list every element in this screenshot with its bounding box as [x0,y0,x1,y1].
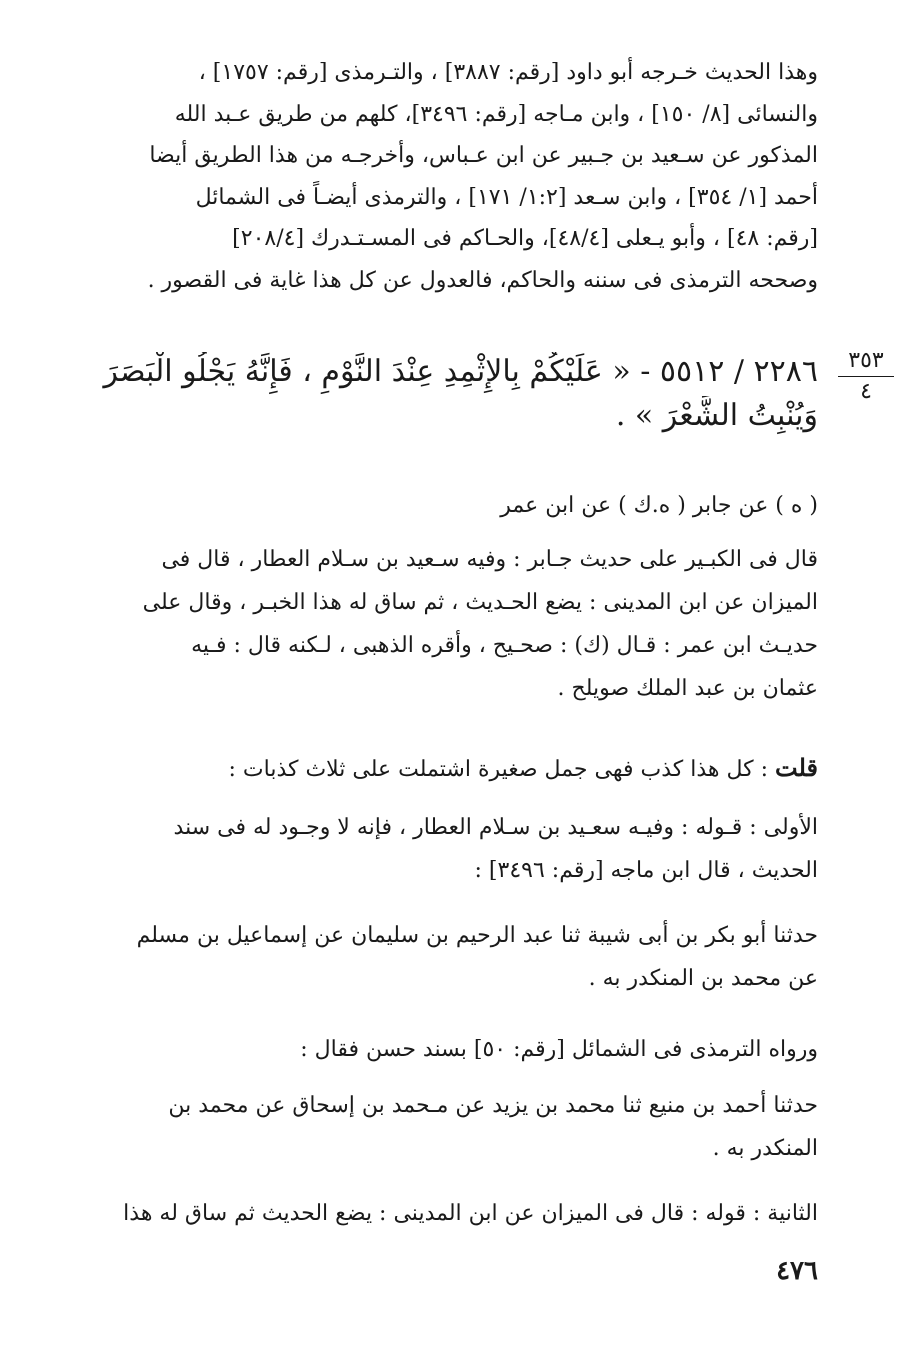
margin-number-bottom: ٤ [860,379,872,404]
page-number: ٤٧٦ [776,1256,818,1286]
text-line: حدثنا أحمد بن منيع ثنا محمد بن يزيد عن مـحمد بن إسحاق عن محمد بن [168,1093,818,1118]
text-line: المذكور عن سـعيد بن جـبير عن ابن عـباس، وأخرجـه من هذا الطريق أيضا [149,143,818,168]
margin-number-top: ٣٥٣ [838,348,894,377]
text-line: وهذا الحديث خـرجه أبو داود [رقم: ٣٨٨٧] ، والتـرمذى [رقم: ١٧٥٧] ، [198,60,818,85]
margin-cross-reference [838,348,894,405]
hadith-line: وَيُنْبِتُ الشَّعْرَ » . [615,398,818,433]
text-line: حديـث ابن عمر : قـال (ك) : صحـيح ، وأقره الذهبى ، لـكنه قال : فـيه [191,633,818,658]
intro-paragraph [100,52,818,301]
tirmidhi-chain [100,1084,818,1170]
sources-line: ( ه ) عن جابر ( ه.ك ) عن ابن عمر [500,493,818,518]
qult-text: : كل هذا كذب فهى جمل صغيرة اشتملت على ثلاث كذبات : [228,757,776,782]
text-line: الثانية : قوله : قال فى الميزان عن ابن المدينى : يضع الحديث ثم ساق له هذا [123,1201,818,1226]
first-lie-paragraph [100,806,818,892]
text-line: عن محمد بن المنكدر به . [588,966,818,991]
text-line: قال فى الكبـير على حديث جـابر : وفيه سـعيد بن سـلام العطار ، قال فى [161,547,818,572]
text-line: حدثنا أبو بكر بن أبى شيبة ثنا عبد الرحيم بن سليمان عن إسماعيل بن مسلم [136,923,818,948]
text-line: المنكدر به . [712,1136,818,1161]
qult-paragraph [100,746,818,790]
text-line: وصححه الترمذى فى سننه والحاكم، فالعدول عن كل هذا غاية فى القصور . [147,267,818,293]
text-line: أحمد [١/ ٣٥٤] ، وابن سـعد [١:٢/ ١٧١] ، والترمذى أيضـاً فى الشمائل [195,184,818,210]
hadith-sources [100,484,818,528]
text-line: ورواه الترمذى فى الشمائل [رقم: ٥٠] بسند حسن فقال : [300,1037,818,1062]
ibn-majah-chain [100,914,818,1000]
text-line: الميزان عن ابن المدينى : يضع الحـديث ، ثم ساق له هذا الخبـر ، وقال على [142,590,818,615]
text-line: والنسائى [٨/ ١٥٠] ، وابن مـاجه [رقم: ٣٤٩٦]، كلهم من طريق عـبد الله [174,101,818,127]
qult-heading: قلت [775,753,818,782]
text-line: الأولى : قـوله : وفيـه سعـيد بن سـلام العطار ، فإنه لا وجـود له فى سند [173,815,818,840]
tirmidhi-line [100,1028,818,1072]
hadith-line: ٢٢٨٦ / ٥٥١٢ - « عَلَيْكُمْ بِالإِثْمِدِ عِنْدَ النَّوْمِ ، فَإِنَّهُ يَجْلُو الْبَصَرَ [103,354,818,389]
text-line: عثمان بن عبد الملك صويلح . [557,676,818,701]
second-lie-line [100,1192,818,1236]
commentary-paragraph [100,538,818,710]
qult-line [100,746,818,790]
text-line: [رقم: ٤٨] ، وأبو يـعلى [٤٨/٤]، والحـاكم فى المسـتـدرك [٢٠٨/٤] [232,226,818,251]
hadith-text [100,352,818,436]
text-line: الحديث ، قال ابن ماجه [رقم: ٣٤٩٦] : [474,858,818,883]
